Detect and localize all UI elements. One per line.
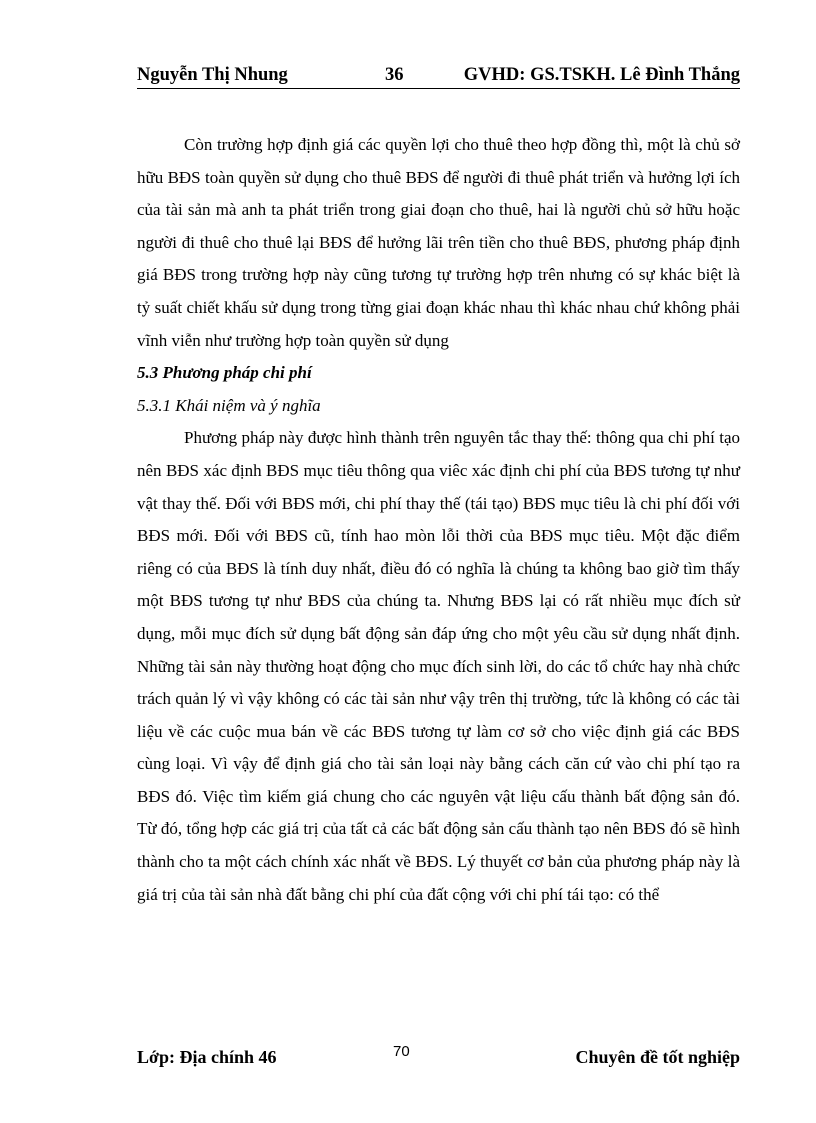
subsection-heading: 5.3.1 Khái niệm và ý nghĩa: [137, 395, 321, 415]
footer-document-type: Chuyên đề tốt nghiệp: [575, 1047, 740, 1067]
page-footer: [137, 1043, 740, 1073]
paragraph-lease-rights: Còn trường hợp định giá các quyền lợi cho thuê theo hợp đồng thì, một là chủ sở hữu BĐS toàn quyền sử dụng cho thuê BĐS để người đi thuê phát triển và hưởng lợi ích của tài sản mà anh ta phát triển trong giai đoạn cho thuê, hai là người chủ sở hữu hoặc người đi thuê cho thuê lại BĐS để hưởng lãi trên tiền cho thuê BĐS, phương pháp định giá BĐS trong trường hợp này cũng tương tự trường hợp trên nhưng có sự khác biệt là tỷ suất chiết khấu sử dụng trong từng giai đoạn khác nhau thì khác nhau chứ không phải vĩnh viễn như trường hợp toàn quyền sử dụng: [137, 135, 740, 350]
page-header: [137, 62, 740, 89]
section-heading: 5.3 Phương pháp chi phí: [137, 363, 312, 383]
page-body: [137, 129, 740, 911]
footer-class-label: Lớp: Địa chính 46: [137, 1047, 277, 1067]
header-author: Nguyễn Thị Nhung: [137, 65, 288, 85]
footer-page-number: 70: [393, 1043, 410, 1060]
paragraph-cost-method: Phương pháp này được hình thành trên nguyên tắc thay thế: thông qua chi phí tạo nên BĐS xác định BĐS mục tiêu thông qua viêc xác định chi phí của BĐS tương tự như vật thay thế. Đối với BĐS mới, chi phí thay thế (tái tạo) BĐS mục tiêu là chi phí đối với BĐS mới. Đối với BĐS cũ, tính hao mòn lỗi thời của BĐS mục tiêu. Một đặc điểm riêng có của BĐS là tính duy nhất, điều đó có nghĩa là chúng ta không bao giờ tìm thấy một BĐS tương tự như BĐS của chúng ta. Nhưng BĐS lại có rất nhiều mục đích sử dụng, mỗi mục đích sử dụng bất động sản đáp ứng cho một yêu cầu sử dụng nhất định. Những tài sản này thường hoạt động cho mục đích sinh lời, do các tổ chức hay nhà chức trách quản lý vì vậy không có các tài sản như vậy trên thị trường, tức là không có các tài liệu về các cuộc mua bán về các BĐS tương tự làm cơ sở cho việc định giá các BĐS cùng loại. Vì vậy để định giá cho tài sản loại này bằng cách căn cứ vào chi phí tạo ra BĐS đó. Việc tìm kiếm giá chung cho các nguyên vật liệu cấu thành bất động sản đó. Từ đó, tổng hợp các giá trị của tất cả các bất động sản cấu thành tạo nên BĐS đó sẽ hình thành cho ta một cách chính xác nhất về BĐS. Lý thuyết cơ bản của phương pháp này là giá trị của tài sản nhà đất bằng chi phí của đất cộng với chi phí tái tạo: có thể: [137, 428, 740, 904]
header-advisor: GVHD: GS.TSKH. Lê Đình Thắng: [463, 65, 740, 85]
header-number: 36: [385, 65, 404, 85]
